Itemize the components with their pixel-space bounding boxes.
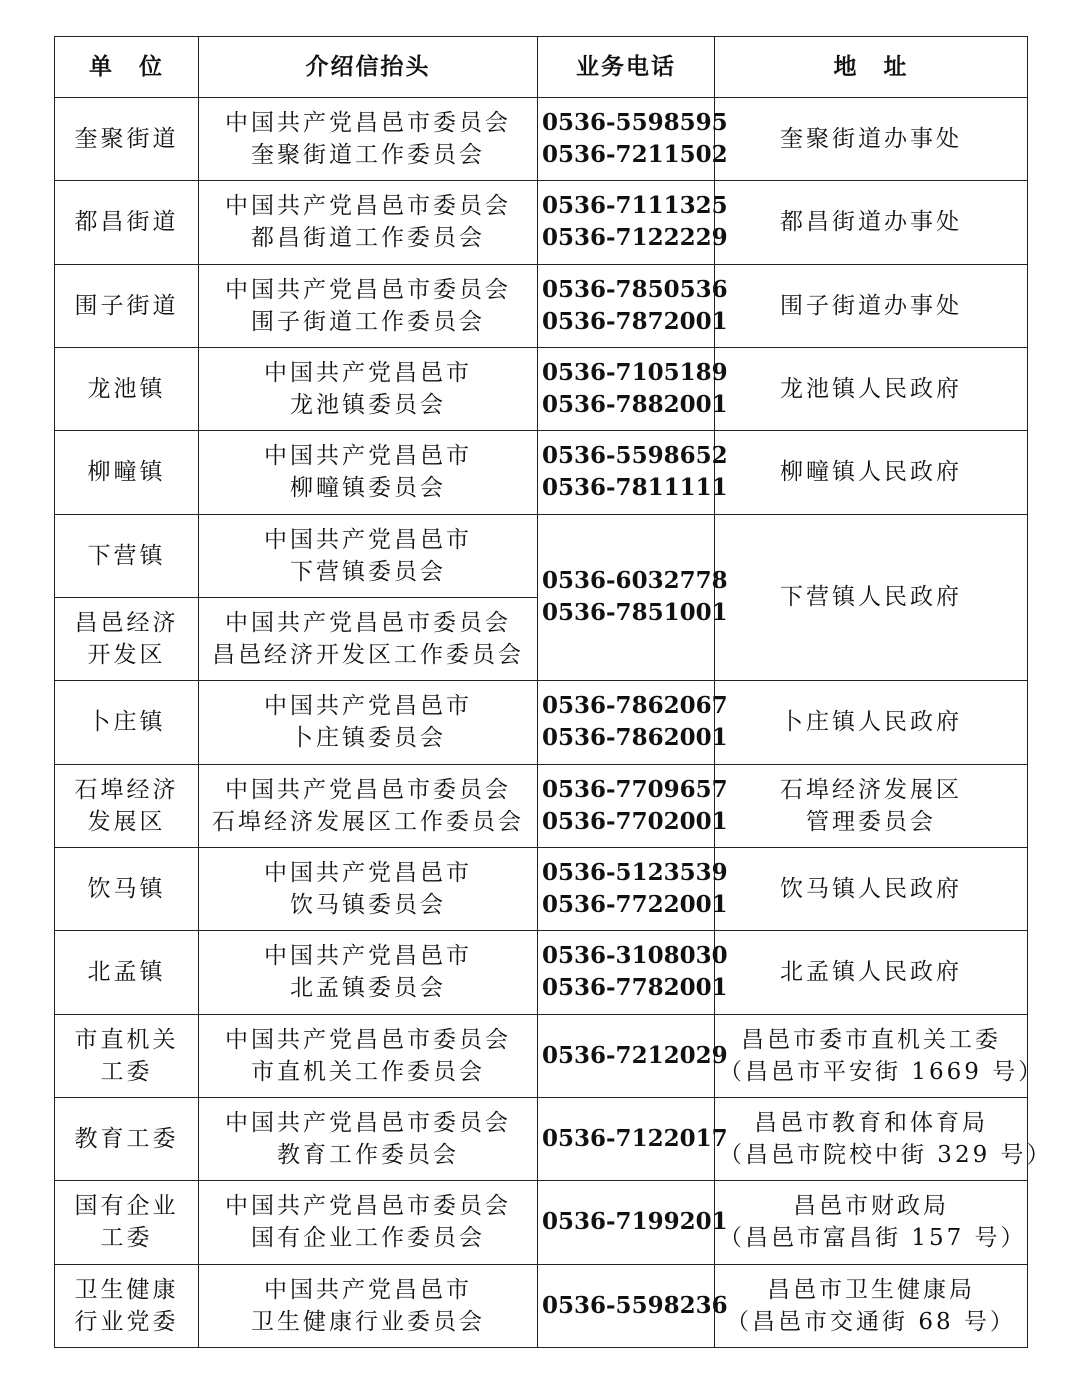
phone-cell <box>538 681 728 764</box>
letter-cell <box>199 1181 538 1264</box>
unit-name: 围子街道 <box>74 292 179 319</box>
letter-line: 中国共产党昌邑市委员会 <box>225 193 511 220</box>
phone-cell <box>538 847 728 930</box>
address-cell <box>715 764 1028 847</box>
phone-cell <box>538 347 728 430</box>
letter-line: 卜庄镇委员会 <box>290 725 446 752</box>
phone-cell <box>538 1264 728 1347</box>
phone-number: 0536-7722001 <box>542 891 728 919</box>
address-cell <box>715 1264 1028 1347</box>
unit-name: 下营镇 <box>87 542 166 569</box>
unit-cell <box>55 1181 199 1264</box>
header-phone: 业务电话 <box>538 37 715 98</box>
letter-cell <box>199 1264 538 1347</box>
letter-line: 中国共产党昌邑市委员会 <box>225 1110 511 1137</box>
table-row <box>55 264 1028 347</box>
phone-cell <box>538 264 728 347</box>
table-row <box>55 847 1028 930</box>
phone-number: 0536-7212029 <box>542 1041 728 1069</box>
phone-cell <box>538 1097 728 1180</box>
letter-line: 教育工作委员会 <box>277 1142 459 1169</box>
phone-number: 0536-7122229 <box>542 224 728 252</box>
letter-line: 中国共产党昌邑市 <box>264 943 472 970</box>
unit-cell <box>55 1264 199 1347</box>
phone-cell <box>538 1181 728 1264</box>
phone-cell <box>538 98 728 181</box>
header-row <box>55 37 1028 98</box>
address-line: 昌邑市财政局 <box>793 1193 949 1220</box>
address-line: 龙池镇人民政府 <box>780 376 962 403</box>
letter-cell <box>199 764 538 847</box>
letter-cell <box>199 1097 538 1180</box>
letter-cell <box>199 98 538 181</box>
unit-name: 教育工委 <box>74 1126 179 1153</box>
header-letter: 介绍信抬头 <box>199 37 538 98</box>
unit-name: 国有企业 <box>74 1193 179 1220</box>
contact-directory-table <box>54 36 1053 1348</box>
address-line: （昌邑市院校中街 329 号） <box>719 1142 1053 1169</box>
unit-name: 卫生健康 <box>74 1276 179 1303</box>
phone-cell <box>538 431 728 514</box>
unit-name: 工委 <box>100 1225 153 1252</box>
letter-line: 中国共产党昌邑市委员会 <box>225 1193 511 1220</box>
unit-name: 市直机关 <box>74 1026 179 1053</box>
table-row <box>55 514 1028 597</box>
unit-cell <box>55 98 199 181</box>
unit-cell <box>55 264 199 347</box>
letter-line: 都昌街道工作委员会 <box>251 225 485 252</box>
letter-line: 奎聚街道工作委员会 <box>251 142 485 169</box>
letter-line: 饮马镇委员会 <box>290 892 446 919</box>
address-line: （昌邑市交通街 68 号） <box>726 1308 1016 1335</box>
table-row <box>55 1181 1028 1264</box>
letter-line: 中国共产党昌邑市 <box>264 860 472 887</box>
phone-number: 0536-7850536 <box>542 275 728 303</box>
letter-line: 中国共产党昌邑市 <box>264 526 472 553</box>
phone-number: 0536-7105189 <box>542 359 728 387</box>
phone-number: 0536-5123539 <box>542 859 728 887</box>
letter-line: 国有企业工作委员会 <box>251 1225 485 1252</box>
letter-cell <box>199 431 538 514</box>
unit-cell <box>55 1014 199 1097</box>
letter-line: 围子街道工作委员会 <box>251 308 485 335</box>
unit-name: 卜庄镇 <box>87 709 166 736</box>
letter-cell <box>199 847 538 930</box>
address-cell <box>715 347 1028 430</box>
address-line: 昌邑市委市直机关工委 <box>741 1026 1001 1053</box>
letter-cell <box>199 514 538 597</box>
table-row <box>55 347 1028 430</box>
phone-number: 0536-7811111 <box>542 474 728 502</box>
address-line: 昌邑市卫生健康局 <box>767 1276 975 1303</box>
address-cell <box>715 264 1028 347</box>
letter-line: 中国共产党昌邑市 <box>264 693 472 720</box>
unit-name: 石埠经济 <box>74 776 179 803</box>
phone-number: 0536-3108030 <box>542 942 728 970</box>
table-row <box>55 764 1028 847</box>
letter-line: 中国共产党昌邑市委员会 <box>225 1026 511 1053</box>
phone-number: 0536-7211502 <box>542 141 728 169</box>
letter-line: 中国共产党昌邑市 <box>264 360 472 387</box>
table-row <box>55 931 1028 1014</box>
phone-number: 0536-7709657 <box>542 775 728 803</box>
unit-cell <box>55 431 199 514</box>
phone-number: 0536-7872001 <box>542 307 728 335</box>
letter-line: 中国共产党昌邑市委员会 <box>225 110 511 137</box>
unit-cell <box>55 597 199 680</box>
address-line: 管理委员会 <box>806 808 936 835</box>
letter-line: 卫生健康行业委员会 <box>251 1308 485 1335</box>
letter-cell <box>199 264 538 347</box>
header-address: 地 址 <box>715 37 1028 98</box>
letter-cell <box>199 681 538 764</box>
table-row <box>55 1014 1028 1097</box>
unit-name: 昌邑经济 <box>74 610 179 637</box>
unit-cell <box>55 347 199 430</box>
letter-line: 中国共产党昌邑市 <box>264 443 472 470</box>
address-cell <box>715 847 1028 930</box>
phone-cell <box>538 931 728 1014</box>
phone-number: 0536-5598652 <box>542 442 728 470</box>
table-row <box>55 431 1028 514</box>
unit-name: 发展区 <box>87 808 166 835</box>
unit-name: 工委 <box>100 1058 153 1085</box>
letter-line: 中国共产党昌邑市委员会 <box>225 610 511 637</box>
unit-name: 龙池镇 <box>87 376 166 403</box>
letter-line: 龙池镇委员会 <box>290 392 446 419</box>
header-unit: 单 位 <box>55 37 199 98</box>
unit-cell <box>55 1097 199 1180</box>
phone-number: 0536-7851001 <box>542 599 728 627</box>
phone-number: 0536-5598595 <box>542 109 728 137</box>
phone-number: 0536-7862067 <box>542 692 728 720</box>
address-cell-merged <box>715 514 1028 681</box>
unit-name: 都昌街道 <box>74 209 179 236</box>
table-row <box>55 98 1028 181</box>
address-line: 下营镇人民政府 <box>780 584 962 611</box>
phone-cell <box>538 764 728 847</box>
phone-cell-merged <box>538 514 728 681</box>
table-row <box>55 1264 1028 1347</box>
unit-name: 奎聚街道 <box>74 126 179 153</box>
letter-line: 北孟镇委员会 <box>290 975 446 1002</box>
unit-cell <box>55 681 199 764</box>
unit-cell <box>55 764 199 847</box>
address-cell <box>715 681 1028 764</box>
letter-cell <box>199 1014 538 1097</box>
address-cell <box>715 181 1028 264</box>
address-line: 北孟镇人民政府 <box>780 959 962 986</box>
address-cell <box>715 1181 1028 1264</box>
letter-line: 石埠经济发展区工作委员会 <box>212 808 524 835</box>
address-line: 卜庄镇人民政府 <box>780 709 962 736</box>
unit-name: 柳疃镇 <box>87 459 166 486</box>
address-cell <box>715 931 1028 1014</box>
unit-cell <box>55 847 199 930</box>
unit-name: 北孟镇 <box>87 959 166 986</box>
table-row <box>55 181 1028 264</box>
address-cell <box>715 431 1028 514</box>
phone-number: 0536-7862001 <box>542 724 728 752</box>
letter-line: 中国共产党昌邑市委员会 <box>225 276 511 303</box>
phone-number: 0536-7199201 <box>542 1208 728 1236</box>
letter-line: 市直机关工作委员会 <box>251 1058 485 1085</box>
unit-name: 饮马镇 <box>87 876 166 903</box>
address-line: 围子街道办事处 <box>780 292 962 319</box>
letter-cell <box>199 347 538 430</box>
unit-cell <box>55 514 199 597</box>
phone-number: 0536-5598236 <box>542 1291 728 1319</box>
address-line: 柳疃镇人民政府 <box>780 459 962 486</box>
address-line: 都昌街道办事处 <box>780 209 962 236</box>
phone-number: 0536-6032778 <box>542 567 728 595</box>
address-line: 饮马镇人民政府 <box>780 876 962 903</box>
address-line: 昌邑市教育和体育局 <box>754 1110 988 1137</box>
phone-number: 0536-7122017 <box>542 1125 728 1153</box>
address-cell <box>715 98 1028 181</box>
letter-cell <box>199 597 538 680</box>
phone-number: 0536-7882001 <box>542 391 728 419</box>
unit-cell <box>55 181 199 264</box>
address-line: （昌邑市平安街 1669 号） <box>719 1058 1045 1085</box>
phone-number: 0536-7702001 <box>542 807 728 835</box>
address-line: 石埠经济发展区 <box>780 776 962 803</box>
phone-number: 0536-7782001 <box>542 974 728 1002</box>
phone-cell <box>538 1014 728 1097</box>
letter-line: 昌邑经济开发区工作委员会 <box>212 642 524 669</box>
address-cell <box>715 1097 1053 1180</box>
address-line: （昌邑市富昌街 157 号） <box>719 1225 1027 1252</box>
letter-line: 中国共产党昌邑市 <box>264 1276 472 1303</box>
address-cell <box>715 1014 1045 1097</box>
letter-cell <box>199 931 538 1014</box>
unit-name: 开发区 <box>87 642 166 669</box>
table-row <box>55 1097 1028 1180</box>
table-row <box>55 681 1028 764</box>
letter-line: 柳疃镇委员会 <box>290 475 446 502</box>
unit-name: 行业党委 <box>74 1308 179 1335</box>
unit-cell <box>55 931 199 1014</box>
phone-cell <box>538 181 728 264</box>
letter-cell <box>199 181 538 264</box>
phone-number: 0536-7111325 <box>542 192 728 220</box>
letter-line: 下营镇委员会 <box>290 558 446 585</box>
letter-line: 中国共产党昌邑市委员会 <box>225 776 511 803</box>
address-line: 奎聚街道办事处 <box>780 126 962 153</box>
